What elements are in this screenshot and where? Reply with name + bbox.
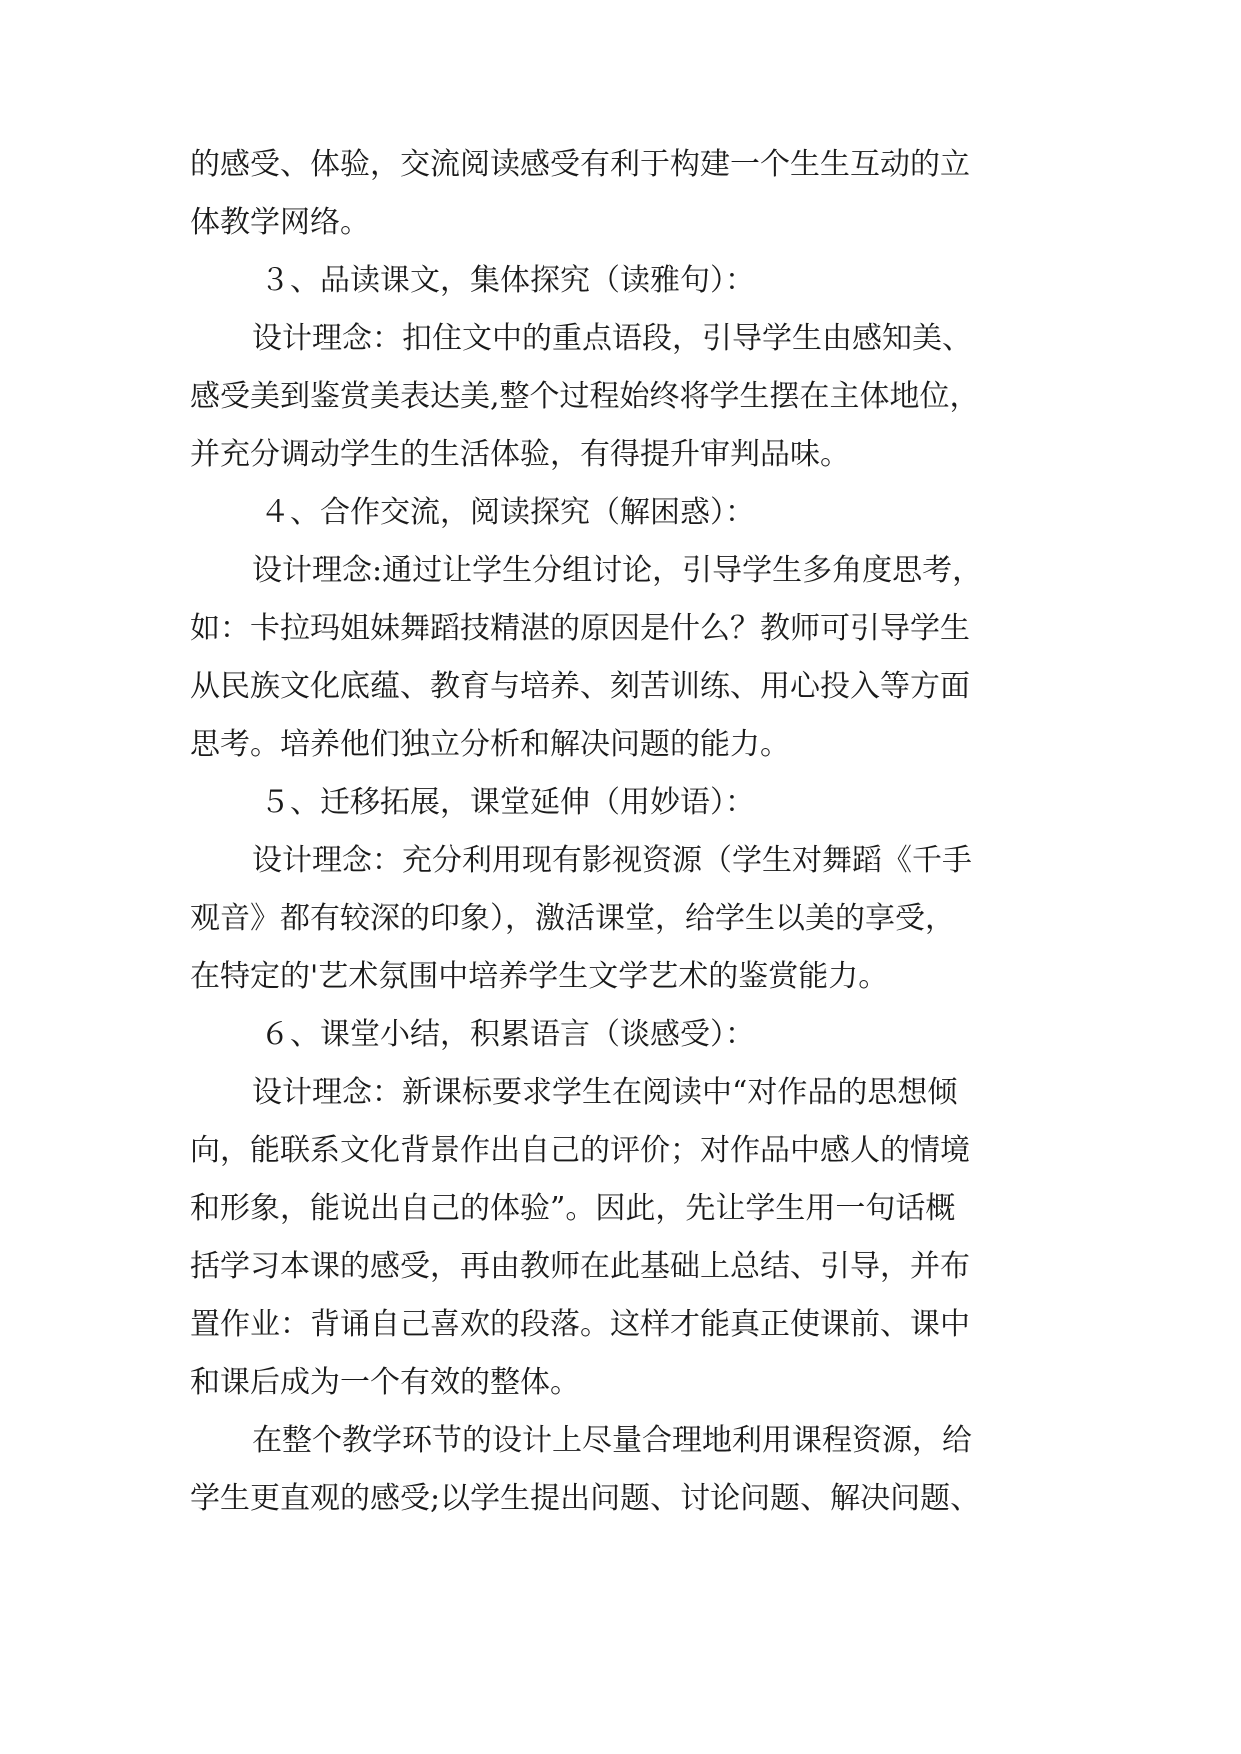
section-heading-3: ３、品读课文，集体探究（读雅句）： xyxy=(260,263,755,298)
paragraph-line: 设计理念：新课标要求学生在阅读中“对作品的思想倾 xyxy=(252,1075,958,1110)
paragraph-line: 如：卡拉玛姐妹舞蹈技精湛的原因是什么？教师可引导学生 xyxy=(190,611,970,646)
paragraph-line: 在整个教学环节的设计上尽量合理地利用课程资源，给 xyxy=(252,1423,972,1458)
paragraph-line: 设计理念：扣住文中的重点语段，引导学生由感知美、 xyxy=(252,321,972,356)
paragraph-line: 的感受、体验，交流阅读感受有利于构建一个生生互动的立 xyxy=(190,147,970,182)
paragraph-line: 向，能联系文化背景作出自己的评价；对作品中感人的情境 xyxy=(190,1133,970,1168)
paragraph-line: 学生更直观的感受;以学生提出问题、讨论问题、解决问题、 xyxy=(190,1481,981,1516)
paragraph-line: 体教学网络。 xyxy=(190,205,370,240)
paragraph-line: 在特定的'艺术氛围中培养学生文学艺术的鉴赏能力。 xyxy=(190,959,889,994)
paragraph-line: 从民族文化底蕴、教育与培养、刻苦训练、用心投入等方面 xyxy=(190,669,970,704)
paragraph-line: 观音》都有较深的印象），激活课堂，给学生以美的享受， xyxy=(190,901,955,936)
paragraph-line: 思考。培养他们独立分析和解决问题的能力。 xyxy=(190,727,790,762)
section-heading-4: ４、合作交流，阅读探究（解困惑）： xyxy=(260,495,755,530)
section-heading-5: ５、迁移拓展，课堂延伸（用妙语）： xyxy=(260,785,755,820)
section-heading-6: ６、课堂小结，积累语言（谈感受）： xyxy=(260,1017,755,1052)
paragraph-line: 括学习本课的感受，再由教师在此基础上总结、引导，并布 xyxy=(190,1249,970,1284)
paragraph-line: 并充分调动学生的生活体验，有得提升审判品味。 xyxy=(190,437,850,472)
paragraph-line: 感受美到鉴赏美表达美,整个过程始终将学生摆在主体地位， xyxy=(190,379,980,414)
paragraph-line: 置作业：背诵自己喜欢的段落。这样才能真正使课前、课中 xyxy=(190,1307,970,1342)
paragraph-line: 设计理念：充分利用现有影视资源（学生对舞蹈《千手 xyxy=(252,843,972,878)
paragraph-line: 和形象，能说出自己的体验”。因此，先让学生用一句话概 xyxy=(190,1191,956,1226)
paragraph-line: 设计理念:通过让学生分组讨论，引导学生多角度思考， xyxy=(252,553,983,588)
paragraph-line: 和课后成为一个有效的整体。 xyxy=(190,1365,580,1400)
